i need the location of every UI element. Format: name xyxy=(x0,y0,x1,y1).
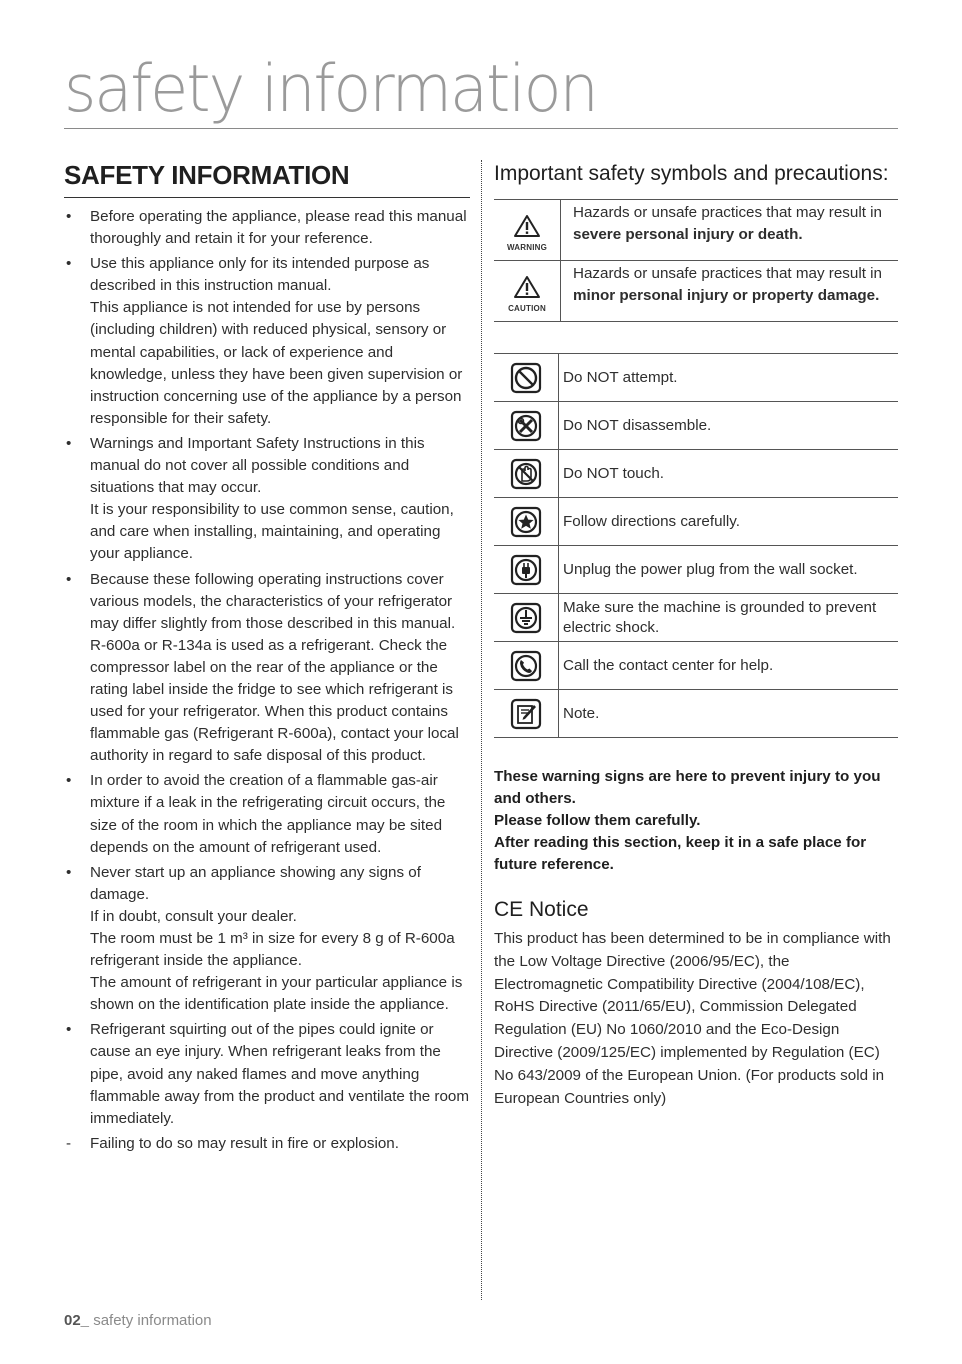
warning-symbol-cell xyxy=(494,200,561,261)
safety-bullet-item xyxy=(64,433,470,566)
phone-icon xyxy=(510,650,542,682)
bullet-paragraph: Before operating the appliance, please read this manual thoroughly and retain it for your reference. xyxy=(90,208,467,248)
star-icon xyxy=(510,506,542,538)
safety-bullet-item xyxy=(64,770,470,858)
ce-notice-body: This product has been determined to be in compliance with the Low Voltage Directive (2006/95/EC), the Electromagnetic Compatibility Directive (2004/108/EC), RoHS Directive (2011/65/EU), Commission Delegated Regulation (EU) No 1060/2010 and the Eco-Design Directive (2009/125/EC) implemented by Regulation (EC) No 643/2009 of the European Union. (For products sold in European Countries only) xyxy=(494,930,891,1107)
symbol-text: Do NOT touch. xyxy=(559,450,899,498)
bullet-mark: • xyxy=(66,863,72,881)
symbol-row xyxy=(494,546,898,594)
symbol-text: Do NOT attempt. xyxy=(559,354,899,402)
symbol-cell xyxy=(494,498,559,546)
bullet-mark: • xyxy=(66,570,72,588)
bullet-mark: • xyxy=(66,772,72,790)
hazard-table xyxy=(494,199,898,322)
ground-icon xyxy=(510,602,542,634)
bullet-paragraph: It is your responsibility to use common sense, caution, and care when installing, maintaining, and operating your appliance. xyxy=(90,501,454,563)
symbol-row xyxy=(494,642,898,690)
bullet-paragraph: If in doubt, consult your dealer. xyxy=(90,907,297,925)
symbol-cell xyxy=(494,594,559,642)
warning-note-line: After reading this section, keep it in a safe place for future reference. xyxy=(494,834,867,873)
symbol-row xyxy=(494,498,898,546)
page-title: safety information xyxy=(64,50,597,127)
ce-notice-heading: CE Notice xyxy=(494,898,589,921)
column-divider xyxy=(481,160,482,1300)
warning-text-plain: Hazards or unsafe practices that may result in xyxy=(573,204,882,221)
symbol-text: Unplug the power plug from the wall socket. xyxy=(559,546,899,594)
safety-bullet-item xyxy=(64,862,470,1017)
warning-text xyxy=(561,200,899,261)
bullet-paragraph: This appliance is not intended for use by persons (including children) with reduced physical, sensory or mental capabilities, or lack of experience and knowledge, unless they have been given supervision or instruction concerning use of the appliance by a person responsible for their safety. xyxy=(90,299,463,427)
prohibited-icon xyxy=(510,362,542,394)
symbols-heading: Important safety symbols and precautions: xyxy=(494,162,889,185)
symbol-row xyxy=(494,594,898,642)
safety-bullet-item xyxy=(64,206,470,250)
symbol-cell xyxy=(494,690,559,738)
warning-note xyxy=(494,766,898,876)
symbol-row xyxy=(494,450,898,498)
bullet-paragraph: Use this appliance only for its intended purpose as described in this instruction manual. xyxy=(90,255,430,295)
bullet-paragraph: Warnings and Important Safety Instructions in this manual do not cover all possible conditions and situations that may occur. xyxy=(90,434,425,497)
bullet-paragraph: R-600a or R-134a is used as a refrigerant. Check the compressor label on the rear of the appliance or the rating label inside the fridge to see which refrigerant is used for your refrigerator. When this product contains flammable gas (Refrigerant R-600a), contact your local authority in regard to safe disposal of this product. xyxy=(90,636,459,765)
symbol-cell xyxy=(494,546,559,594)
title-rule xyxy=(64,128,898,129)
warning-note-line: These warning signs are here to prevent injury to you and others. xyxy=(494,768,881,807)
no-touch-icon xyxy=(510,458,542,490)
symbol-cell xyxy=(494,402,559,450)
bullet-paragraph: Failing to do so may result in fire or explosion. xyxy=(90,1134,399,1152)
symbol-text: Follow directions carefully. xyxy=(559,498,899,546)
hazard-row-caution xyxy=(494,261,898,322)
note-icon xyxy=(510,698,542,730)
warning-triangle-icon xyxy=(513,214,541,238)
safety-bullet-item xyxy=(64,253,470,430)
symbol-cell xyxy=(494,450,559,498)
bullet-paragraph: In order to avoid the creation of a flammable gas-air mixture if a leak in the refrigerating circuit occurs, the size of the room in which the appliance may be sited depends on the amount of refrigerant used. xyxy=(90,772,446,856)
bullet-mark: • xyxy=(66,1021,72,1039)
symbol-row xyxy=(494,690,898,738)
safety-bullet-item xyxy=(64,1133,470,1155)
symbol-text: Do NOT disassemble. xyxy=(559,402,899,450)
bullet-paragraph: The room must be 1 m³ in size for every 8 g of R-600a refrigerant inside the appliance. xyxy=(90,930,455,970)
bullet-mark: • xyxy=(66,434,72,452)
footer-label: safety information xyxy=(89,1312,212,1329)
symbol-text: Call the contact center for help. xyxy=(559,642,899,690)
bullet-paragraph: Because these following operating instructions cover various models, the characteristics of your refrigerator may differ slightly from those described in this manual. xyxy=(90,570,456,632)
caution-text-bold: minor personal injury or property damage. xyxy=(573,287,880,304)
symbols-table xyxy=(494,353,898,738)
caution-text-plain: Hazards or unsafe practices that may result in xyxy=(573,265,882,282)
bullet-mark: - xyxy=(66,1134,72,1152)
caution-triangle-icon xyxy=(513,275,541,299)
warning-label: WARNING xyxy=(506,243,548,252)
safety-bullet-item xyxy=(64,569,470,768)
no-disassemble-icon xyxy=(510,410,542,442)
bullet-mark: • xyxy=(66,255,72,273)
page-footer xyxy=(64,1312,212,1329)
bullet-paragraph: The amount of refrigerant in your particular appliance is shown on the identification plate inside the appliance. xyxy=(90,974,463,1014)
caution-label: CAUTION xyxy=(508,304,546,313)
safety-bullet-item xyxy=(64,1019,470,1129)
caution-symbol-cell xyxy=(494,261,561,322)
symbol-cell xyxy=(494,354,559,402)
left-column xyxy=(64,160,470,1158)
warning-text-bold: severe personal injury or death. xyxy=(573,226,803,243)
unplug-icon xyxy=(510,554,542,586)
caution-text xyxy=(561,261,899,322)
symbol-row xyxy=(494,354,898,402)
symbol-row xyxy=(494,402,898,450)
bullet-paragraph: Refrigerant squirting out of the pipes could ignite or cause an eye injury. When refrigerant leaks from the pipe, avoid any naked flames and move anything flammable away from the product and ventilate the room immediately. xyxy=(90,1021,470,1127)
safety-bullet-list xyxy=(64,206,470,1155)
right-column xyxy=(494,160,898,1110)
bullet-paragraph: Never start up an appliance showing any signs of damage. xyxy=(90,863,421,903)
hazard-row-warning xyxy=(494,200,898,261)
symbol-text: Note. xyxy=(559,690,899,738)
symbol-cell xyxy=(494,642,559,690)
warning-note-line: Please follow them carefully. xyxy=(494,812,701,829)
bullet-mark: • xyxy=(66,208,72,225)
section-heading: SAFETY INFORMATION xyxy=(64,160,470,198)
page-number: 02_ xyxy=(64,1312,90,1329)
symbol-text: Make sure the machine is grounded to prevent electric shock. xyxy=(559,594,899,642)
